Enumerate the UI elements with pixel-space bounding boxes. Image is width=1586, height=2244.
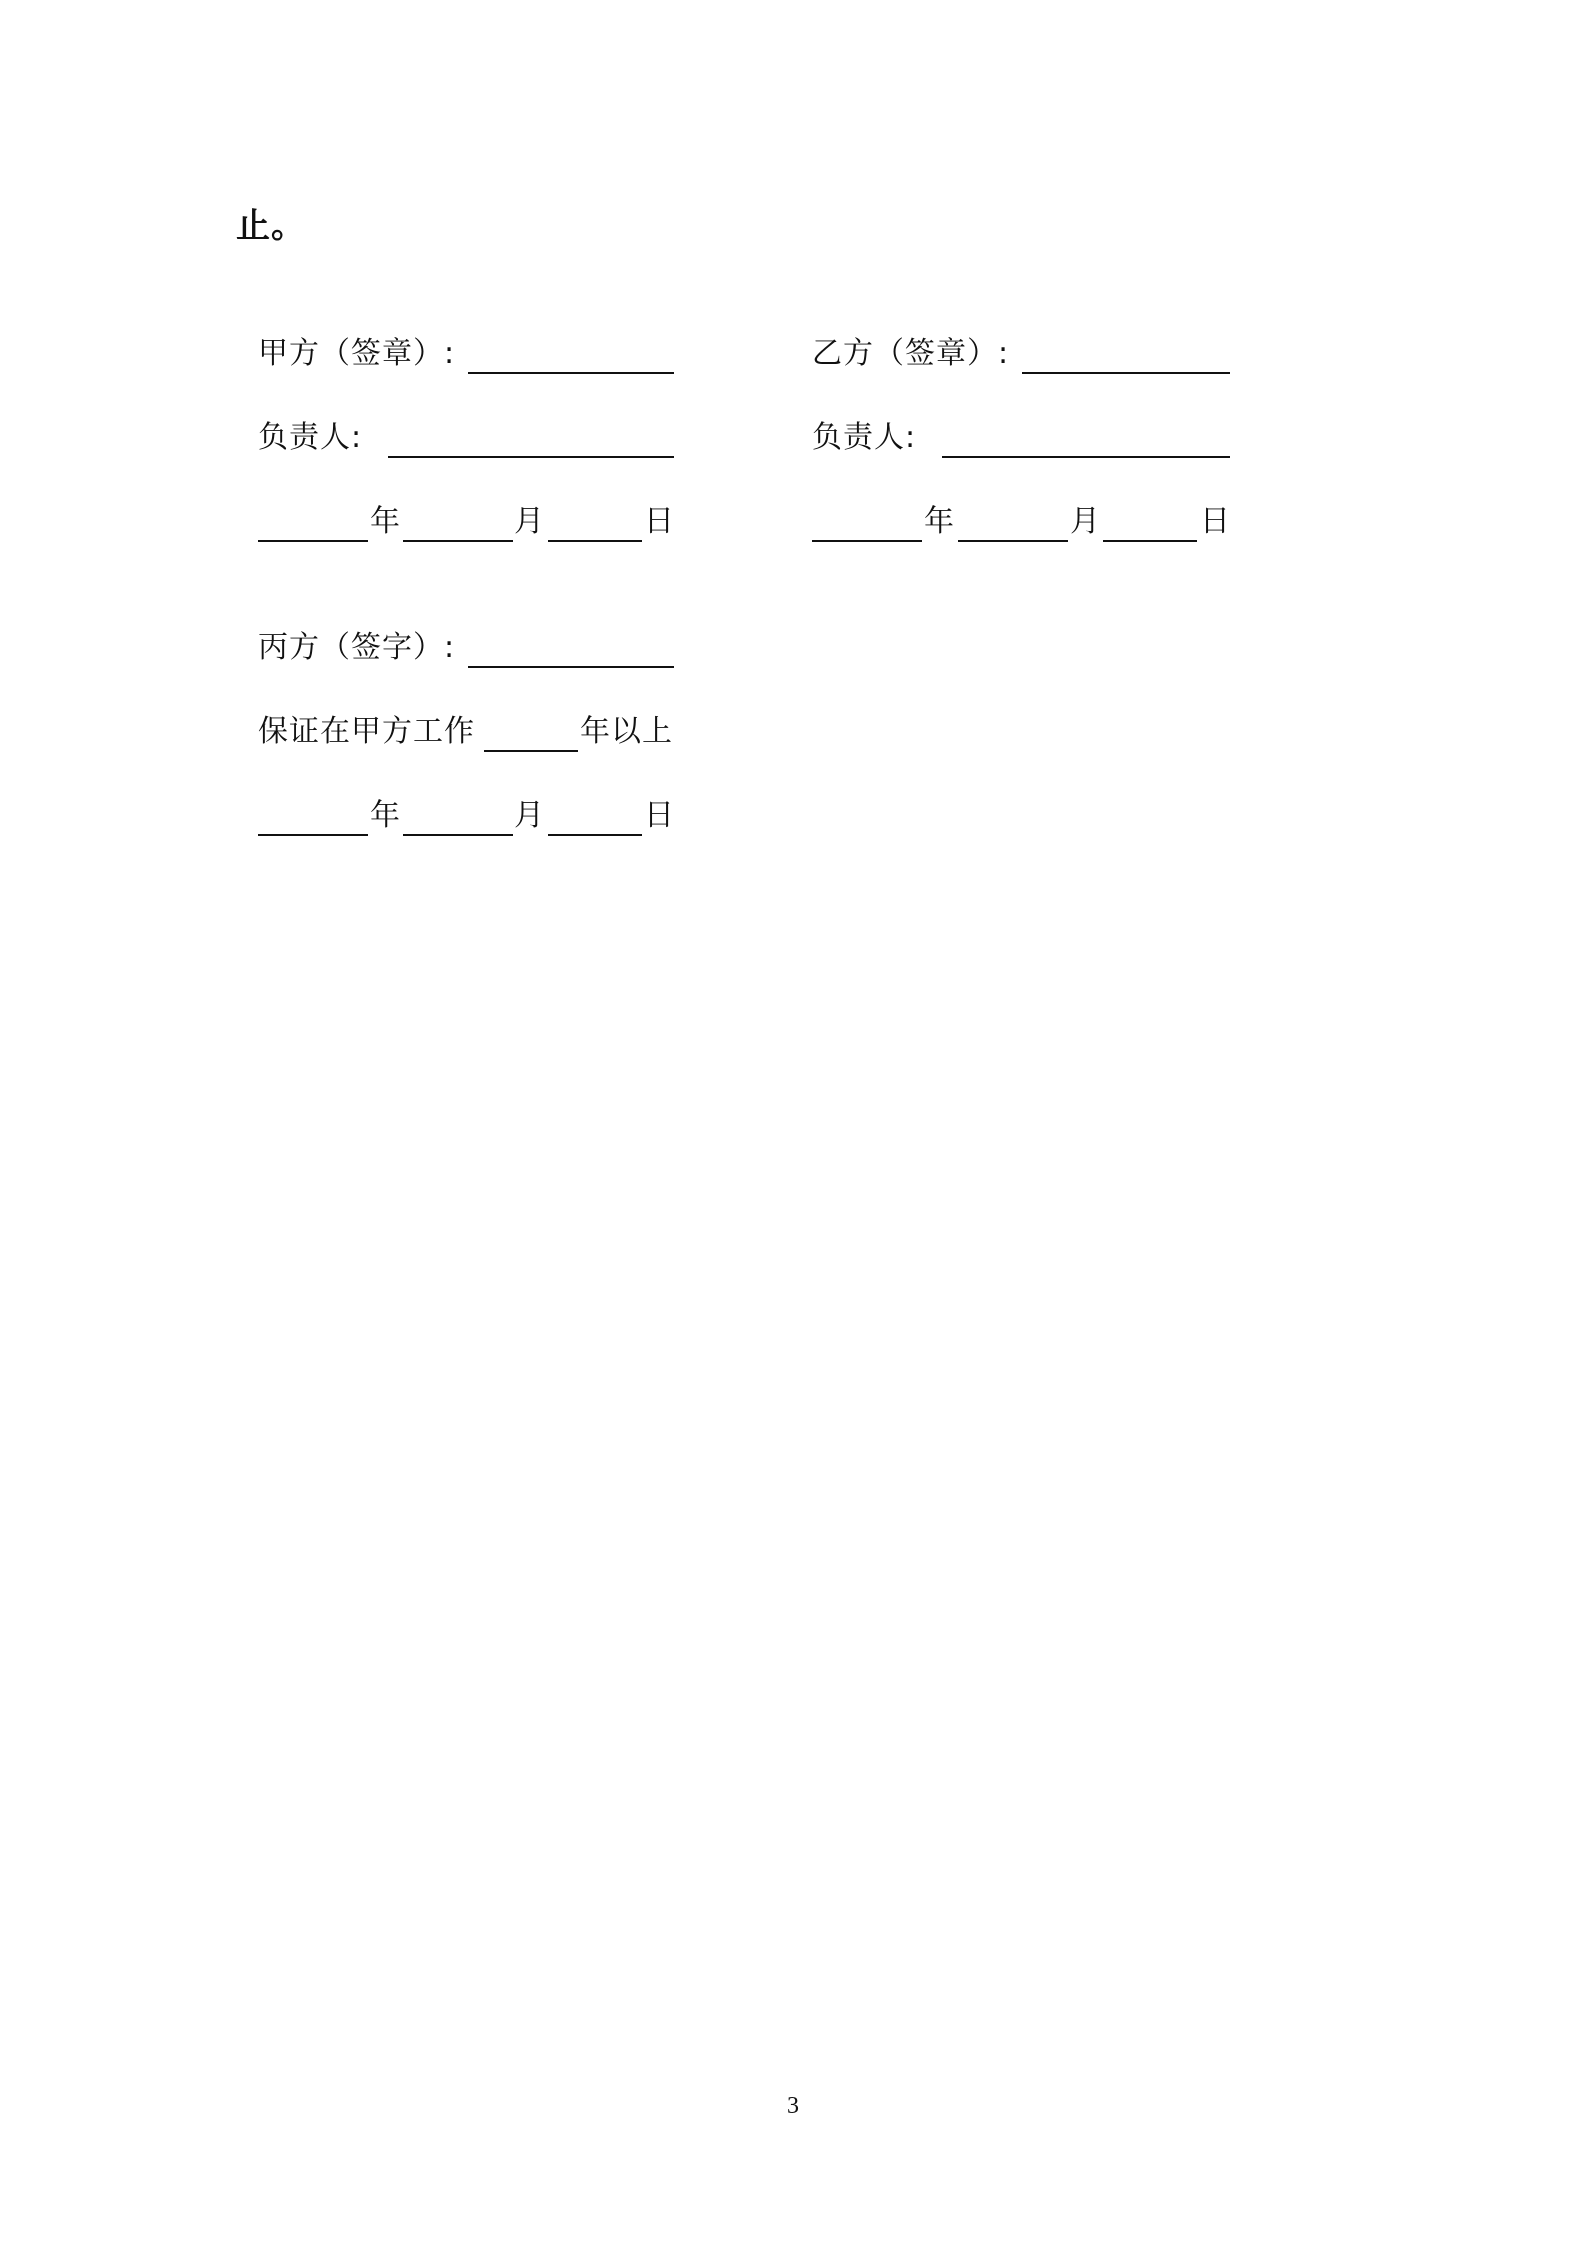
party-c-year-line (258, 834, 368, 836)
party-c-sign-label: 丙方（签字）: (258, 630, 456, 665)
party-a-sign-line (468, 372, 674, 374)
party-a-day-line (548, 540, 642, 542)
party-c-guarantee-suffix: 年以上 (580, 714, 673, 749)
party-a-month-label: 月 (514, 504, 545, 539)
party-b-responsible-line (942, 456, 1230, 458)
party-c-guarantee-years-line (484, 750, 578, 752)
opening-text: 止。 (236, 206, 306, 246)
party-b-sign-line (1022, 372, 1230, 374)
party-b-day-label: 日 (1200, 504, 1231, 539)
party-c-year-label: 年 (370, 798, 401, 833)
party-c-month-label: 月 (514, 798, 545, 833)
party-b-sign-label: 乙方（签章）: (812, 336, 1010, 371)
party-c-day-line (548, 834, 642, 836)
party-b-month-label: 月 (1070, 504, 1101, 539)
party-b-year-label: 年 (924, 504, 955, 539)
party-a-year-label: 年 (370, 504, 401, 539)
party-b-month-line (958, 540, 1068, 542)
party-b-year-line (812, 540, 922, 542)
party-b-day-line (1103, 540, 1197, 542)
party-a-year-line (258, 540, 368, 542)
party-a-month-line (403, 540, 513, 542)
page-number: 3 (787, 2093, 799, 2119)
party-a-day-label: 日 (644, 504, 675, 539)
party-a-responsible-label: 负责人: (258, 420, 363, 455)
party-c-day-label: 日 (644, 798, 675, 833)
party-b-responsible-label: 负责人: (812, 420, 917, 455)
party-a-sign-label: 甲方（签章）: (258, 336, 456, 371)
party-a-responsible-line (388, 456, 674, 458)
party-c-guarantee-prefix: 保证在甲方工作 (258, 714, 475, 749)
party-c-month-line (403, 834, 513, 836)
party-c-sign-line (468, 666, 674, 668)
